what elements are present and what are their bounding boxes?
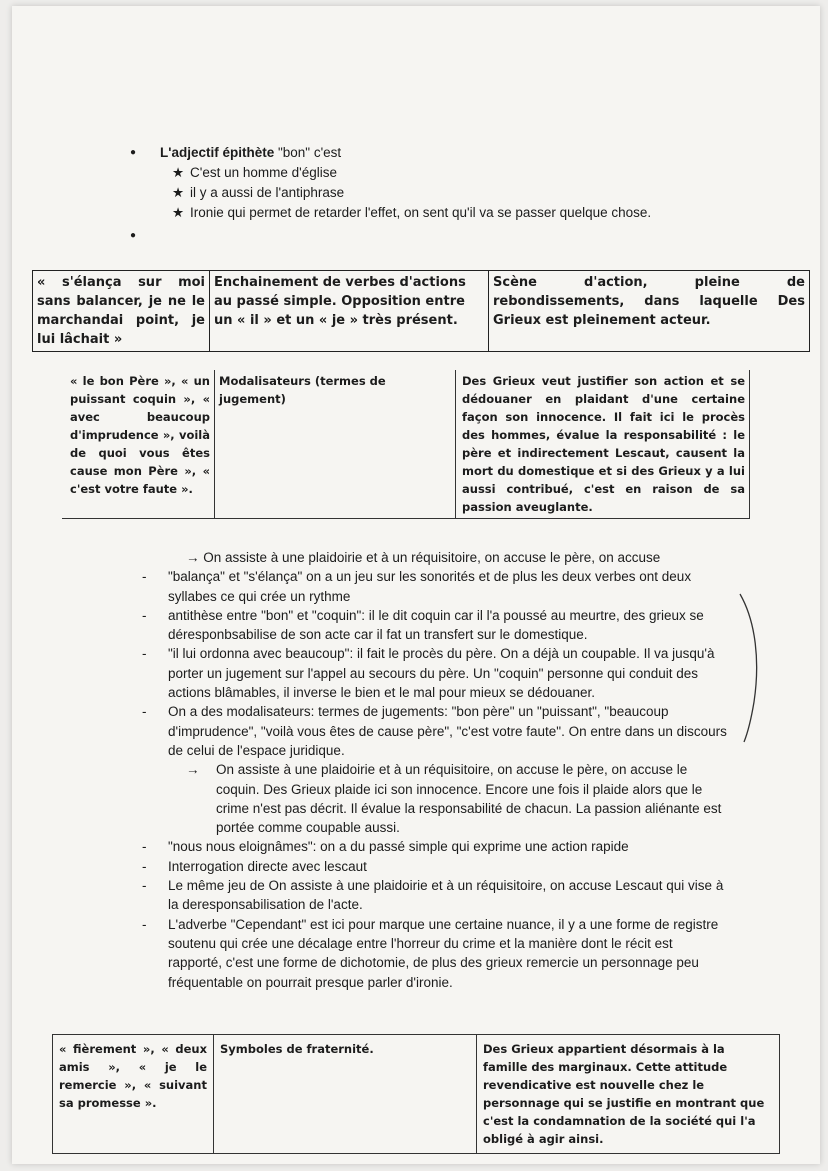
dash-icon: - [142,569,147,585]
dash-icon: - [142,646,147,662]
dash-text: Interrogation directe avec lescaut [168,858,367,874]
table-row [53,1035,780,1154]
dash-icon: - [142,878,147,894]
bullet-bold-text: L'adjectif épithète [160,145,275,160]
dash-icon: - [142,704,147,720]
dash-item [130,606,730,645]
top-bullet-list [130,143,770,246]
arrow-icon: → [186,762,200,778]
star-icon: ★ [172,165,185,180]
handwritten-bracket [738,592,762,744]
document-page [12,6,820,1164]
analyse-cell: Des Grieux veut justifier son action et se dédouaner en plaidant d'une certaine façon son innocence. Il fait ici le procès des hommes, évalue la responsabilité : le père et indirectement Lescaut, causent la mort du domestique et si des Grieux y a lui aussi contribué, c'est en raison de sa passion aveuglante. [456,370,750,519]
dash-item [130,837,730,856]
procede-cell: Modalisateurs (termes de jugement) [215,370,456,519]
dash-text: "nous nous eloignâmes": on a du passé simple qui exprime une action rapide [168,839,629,855]
analyse-cell: Scène d'action, pleine de rebondissements, dans laquelle Des Grieux est pleinement acteur. [489,271,810,352]
arrow-text: On assiste à une plaidoirie et à un réquisitoire, on accuse le père, on accuse [203,550,661,565]
dash-icon: - [142,607,147,623]
star-item [130,183,770,203]
dash-icon: - [142,916,147,932]
bullet-item [130,143,770,163]
dash-icon: - [142,839,147,855]
dash-item [130,857,730,876]
dash-icon: - [142,858,147,874]
dash-item [130,702,730,760]
bullet-text: "bon" c'est [274,145,342,160]
quote-cell: « fièrement », « deux amis », « je le remercie », « suivant sa promesse ». [53,1035,214,1154]
analysis-table-1 [32,270,810,352]
empty-bullet-item [130,226,770,246]
commentary-body [130,548,730,992]
analyse-cell: Des Grieux appartient désormais à la famille des marginaux. Cette attitude revendicative est nouvelle chez le personnage qui se justifie en montrant que c'est la condamnation de la société qui l'a obligé à agir ainsi. [477,1035,780,1154]
dash-text: Le même jeu de On assiste à une plaidoirie et à un réquisitoire, on accuse Lescaut qui vise à la deresponsabilisation de l'acte. [168,878,724,913]
star-icon: ★ [172,185,185,200]
star-text: C'est un homme d'église [190,165,337,180]
arrow-item [130,548,730,567]
star-item [130,163,770,183]
dash-text: L'adverbe "Cependant" est ici pour marque une certaine nuance, il y a une forme de registre soutenu qui crée une décalage entre l'horreur du crime et la manière dont le récit est rapporté, c'est une forme de dichotomie, de plus des grieux remercie un personnage peu fréquentable on pourrait presque parler d'ironie. [168,916,719,990]
star-text: Ironie qui permet de retarder l'effet, on sent qu'il va se passer quelque chose. [190,205,652,220]
quote-cell: « le bon Père », « un puissant coquin », « avec beaucoup d'imprudence », voilà de quoi vous êtes cause mon Père », « c'est votre faute ». [62,370,215,519]
table-row [33,271,810,352]
analysis-table-3 [52,1034,780,1154]
arrow-item [130,760,730,837]
dash-item [130,644,730,702]
star-item [130,203,770,223]
table-row [62,370,750,519]
arrow-icon: → [186,550,200,565]
star-text: il y a aussi de l'antiphrase [190,185,345,200]
star-icon: ★ [172,205,185,220]
dash-item [130,915,730,992]
dash-text: "il lui ordonna avec beaucoup": il fait le procès du père. On a déjà un coupable. Il va jusqu'à porter un jugement sur l'appel au secours du père. Un "coquin" personne qui conduit des actions blâmables, il inverse le bien et le mal pour mieux se dédouaner. [168,646,715,701]
dash-text: antithèse entre "bon" et "coquin": il le dit coquin car il l'a poussé au meurtre, des grieux se déresponbsabilise de son acte car il fat un transfert sur le domestique. [168,607,704,643]
quote-cell: « s'élança sur moi sans balancer, je ne le marchandai point, je lui lâchait » [33,271,210,352]
procede-cell: Enchainement de verbes d'actions au passé simple. Opposition entre un « il » et un « je » très présent. [210,271,489,352]
dash-item [130,567,730,606]
analysis-table-2 [62,370,750,519]
procede-cell: Symboles de fraternité. [214,1035,477,1154]
dash-text: "balança" et "s'élança" on a un jeu sur les sonorités et de plus les deux verbes ont deux syllabes ce qui crée un rythme [168,569,692,604]
dash-text: On a des modalisateurs: termes de jugements: "bon père" un "puissant", "beaucoup d'imprudence", "voilà vous êtes de cause père", "c'est votre faute". On entre dans un discours de celui de l'espace juridique. [168,704,727,758]
dash-item [130,876,730,915]
arrow-text: On assiste à une plaidoirie et à un réquisitoire, on accuse le père, on accuse le coquin. Des Grieux plaide ici son innocence. Encore une fois il plaide alors que le crime n'est pas décrit. Il évalue la responsabilité de chacun. La passion aliénante est portée comme coupable aussi. [216,762,722,836]
